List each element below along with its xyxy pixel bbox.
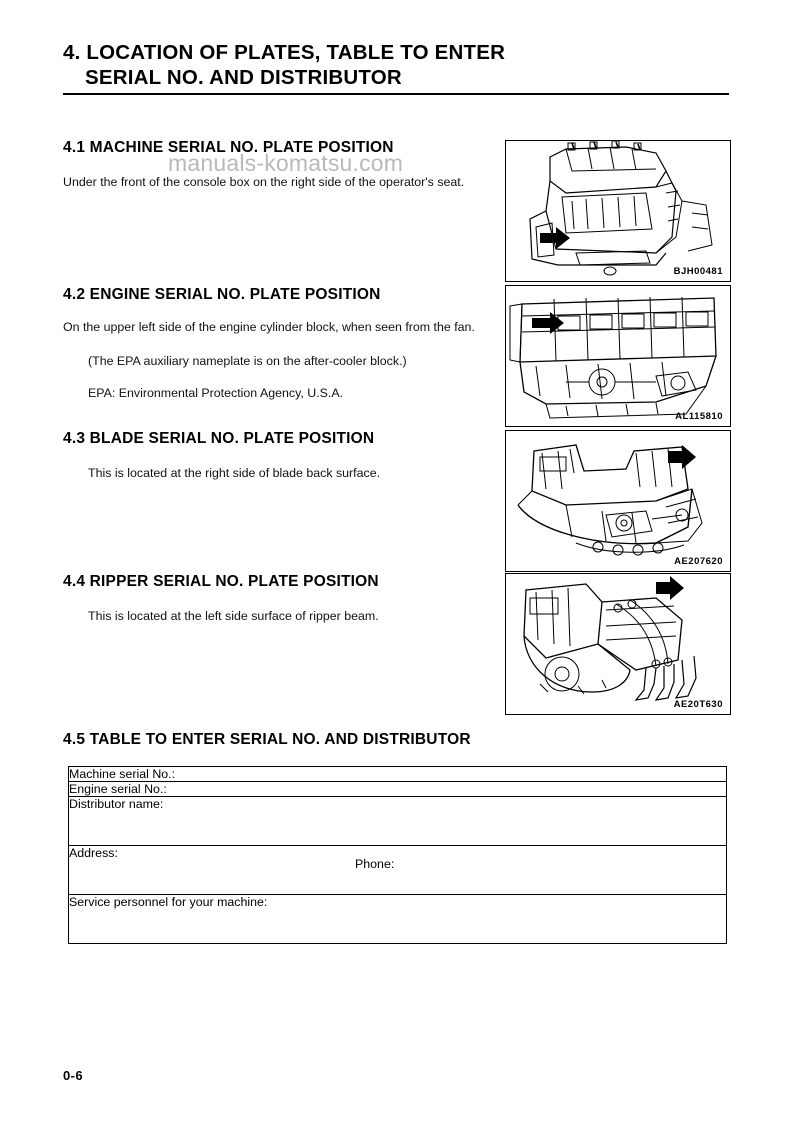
page-title-line-2: SERIAL NO. AND DISTRIBUTOR	[85, 66, 402, 89]
section-heading-4-3: 4.3 BLADE SERIAL NO. PLATE POSITION	[63, 430, 375, 447]
figure-code-4-4: AE20T630	[673, 699, 723, 710]
table-cell-machine-serial[interactable]: Machine serial No.:	[69, 767, 727, 782]
table-row	[69, 846, 727, 895]
table-cell-distributor-name[interactable]: Distributor name:	[69, 797, 727, 846]
figure-callout-arrow	[668, 445, 696, 469]
figure-code-4-1: BJH00481	[673, 266, 723, 277]
page-title	[63, 40, 729, 90]
section-body-4-1: Under the front of the console box on the right side of the operator's seat.	[63, 175, 465, 189]
table-label-phone: Phone:	[355, 857, 395, 871]
figure-engine-serial-drawing	[506, 286, 730, 426]
section-heading-4-1: 4.1 MACHINE SERIAL NO. PLATE POSITION	[63, 139, 394, 156]
section-body-4-2-b: (The EPA auxiliary nameplate is on the after-cooler block.)	[88, 354, 407, 368]
table-row	[69, 782, 727, 797]
figure-code-4-3: AE207620	[674, 556, 723, 567]
section-heading-4-4: 4.4 RIPPER SERIAL NO. PLATE POSITION	[63, 573, 379, 590]
table-row	[69, 767, 727, 782]
section-body-4-4: This is located at the left side surface of ripper beam.	[88, 609, 379, 623]
table-row	[69, 797, 727, 846]
serial-no-entry-table	[68, 766, 727, 944]
section-heading-4-2: 4.2 ENGINE SERIAL NO. PLATE POSITION	[63, 286, 381, 303]
table-cell-service-personnel[interactable]: Service personnel for your machine:	[69, 895, 268, 909]
title-divider	[63, 93, 729, 95]
figure-callout-arrow	[656, 576, 684, 600]
figure-ripper-serial-drawing	[506, 574, 730, 714]
section-body-4-2-c: EPA: Environmental Protection Agency, U.S.A.	[88, 386, 344, 400]
figure-code-4-2: AL115810	[675, 411, 723, 422]
figure-machine-serial-plate	[505, 140, 731, 282]
table-cell-address-phone[interactable]	[69, 846, 727, 895]
page-title-line-1: 4. LOCATION OF PLATES, TABLE TO ENTER	[63, 41, 506, 64]
figure-engine-serial-plate	[505, 285, 731, 427]
table-cell-engine-serial[interactable]: Engine serial No.:	[69, 782, 727, 797]
figure-ripper-serial-plate	[505, 573, 731, 715]
section-body-4-2-a: On the upper left side of the engine cylinder block, when seen from the fan.	[63, 320, 475, 334]
figure-blade-serial-drawing	[506, 431, 730, 571]
figure-blade-serial-plate	[505, 430, 731, 572]
watermark: manuals-komatsu.com	[168, 150, 404, 176]
page-number: 0-6	[63, 1068, 83, 1083]
table-row	[69, 895, 727, 944]
section-body-4-3: This is located at the right side of blade back surface.	[88, 466, 381, 480]
table-label-address: Address:	[69, 846, 118, 860]
figure-machine-serial-drawing	[506, 141, 730, 281]
section-heading-4-5: 4.5 TABLE TO ENTER SERIAL NO. AND DISTRIBUTOR	[63, 731, 471, 748]
